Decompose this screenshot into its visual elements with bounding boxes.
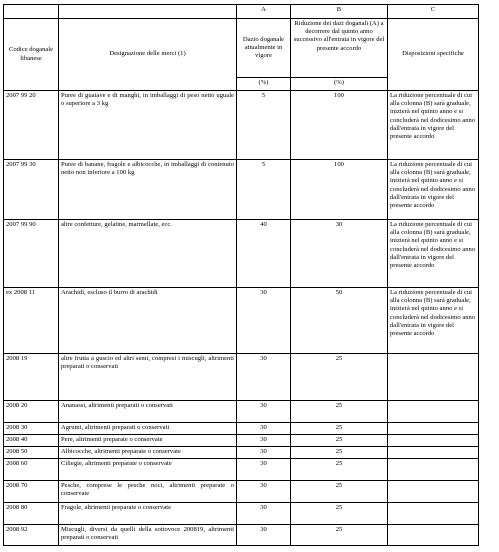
cell-description: Puree di banane, fragole e albicocche, in imballaggi di contenuto netto non inferiore a 100 kg [59,160,237,220]
cell-duty-a: 30 [237,423,291,435]
header-letter-c: C [388,5,479,19]
cell-reduction-b: 25 [291,435,388,447]
table-row [4,525,479,546]
cell-provisions-c: La riduzione percentuale di cui alla colonna (B) sarà graduale, inizierà nel quinto anno e si concluderà nel dodicesimo anno dall'entrata in vigore del presente accordo [388,160,479,220]
cell-description: Miscugli, diversi da quelli della sottovoce 200819, altrimenti preparati o conservati [59,525,237,546]
cell-provisions-c [388,401,479,423]
cell-code: 2007 99 30 [4,160,59,220]
cell-code: 2008 20 [4,401,59,423]
cell-reduction-b: 100 [291,160,388,220]
cell-reduction-b: 25 [291,503,388,525]
cell-provisions-c [388,423,479,435]
table-row [4,447,479,459]
cell-reduction-b: 25 [291,459,388,481]
cell-description: altre confetture, gelatine, marmellate, ecc. [59,220,237,288]
cell-provisions-c [388,481,479,503]
cell-code: 2008 92 [4,525,59,546]
cell-duty-a: 30 [237,354,291,401]
header-letter-b: B [291,5,388,19]
cell-duty-a: 30 [237,503,291,525]
cell-reduction-b: 25 [291,423,388,435]
cell-provisions-c [388,525,479,546]
cell-duty-a: 30 [237,447,291,459]
cell-duty-a: 30 [237,401,291,423]
cell-provisions-c [388,435,479,447]
cell-reduction-b: 100 [291,91,388,160]
header-provisions-c: Disposizioni specifiche [388,19,479,91]
cell-code: 2007 99 20 [4,91,59,160]
header-unit-b: (%) [291,78,388,91]
cell-duty-a: 30 [237,459,291,481]
table-row [4,401,479,423]
cell-provisions-c [388,503,479,525]
cell-reduction-b: 25 [291,401,388,423]
header-code: Codice doganale libanese [4,19,59,91]
cell-provisions-c [388,354,479,401]
cell-duty-a: 30 [237,288,291,354]
table-row [4,435,479,447]
cell-provisions-c: La riduzione percentuale di cui alla colonna (B) sarà graduale, inizierà nel quinto anno e si concluderà nel dodicesimo anno dall'entrata in vigore del presente accordo [388,288,479,354]
cell-code: 2008 70 [4,481,59,503]
cell-description: Albicocche, altrimenti preparate o conservate [59,447,237,459]
cell-reduction-b: 25 [291,447,388,459]
cell-provisions-c: La riduzione percentuale di cui alla colonna (B) sarà graduale, inizierà nel quinto anno e si concluderà nel dodicesimo anno dall'entrata in vigore del presente accordo [388,220,479,288]
table-row [4,423,479,435]
cell-code: 2007 99 90 [4,220,59,288]
table-row [4,220,479,288]
table-row [4,288,479,354]
cell-description: Ciliegie, altrimenti preparate o conservate [59,459,237,481]
cell-description: altre frutta a guscio ed altri semi, compresi i miscugli, altrimenti preparati o conservati [59,354,237,401]
cell-code: 2008 60 [4,459,59,481]
table-row [4,160,479,220]
cell-description: Arachidi, escluso il burro di arachidi [59,288,237,354]
cell-duty-a: 30 [237,435,291,447]
header-reduction-b: Riduzione dei dazi doganali (A) a decorrere dal quinto anno successivo all'entrata in vigore del presente accordo [291,19,388,78]
cell-reduction-b: 25 [291,481,388,503]
cell-description: Ananassi, altrimenti preparati o conservati [59,401,237,423]
cell-reduction-b: 50 [291,288,388,354]
table-row [4,503,479,525]
header-duty-a: Dazio doganale attualmente in vigore [237,19,291,78]
header-title-row [4,19,479,78]
cell-provisions-c: La riduzione percentuale di cui alla colonna (B) sarà graduale, inizierà nel quinto anno e si concluderà nel dodicesimo anno dall'entrata in vigore del presente accordo [388,91,479,160]
cell-reduction-b: 25 [291,525,388,546]
header-letter-a: A [237,5,291,19]
cell-duty-a: 5 [237,91,291,160]
cell-code: 2008 80 [4,503,59,525]
header-unit-a: (%) [237,78,291,91]
table-row [4,481,479,503]
tariff-table-body [4,5,479,546]
cell-code: ex 2008 11 [4,288,59,354]
cell-description: Pere, altrimenti preparate o conservate [59,435,237,447]
cell-code: 2008 19 [4,354,59,401]
cell-description: Agrumi, altrimenti preparati o conservati [59,423,237,435]
cell-reduction-b: 25 [291,354,388,401]
tariff-table [3,4,479,546]
cell-duty-a: 5 [237,160,291,220]
cell-code: 2008 30 [4,423,59,435]
table-row [4,354,479,401]
header-description: Designazione delle merci (1) [59,19,237,91]
table-row [4,459,479,481]
cell-description: Fragole, altrimenti preparate o conservate [59,503,237,525]
header-letter-empty [4,5,59,19]
cell-provisions-c [388,459,479,481]
cell-provisions-c [388,447,479,459]
cell-duty-a: 30 [237,481,291,503]
cell-description: Puree di guaiave e di manghi, in imballaggi di peso netto uguale o superiore a 3 kg [59,91,237,160]
cell-duty-a: 40 [237,220,291,288]
cell-code: 2008 40 [4,435,59,447]
header-letter-empty [59,5,237,19]
cell-reduction-b: 30 [291,220,388,288]
cell-description: Pesche, comprese le pesche noci, altrimenti preparate o conservate [59,481,237,503]
cell-duty-a: 30 [237,525,291,546]
header-letter-row [4,5,479,19]
cell-code: 2008 50 [4,447,59,459]
table-row [4,91,479,160]
